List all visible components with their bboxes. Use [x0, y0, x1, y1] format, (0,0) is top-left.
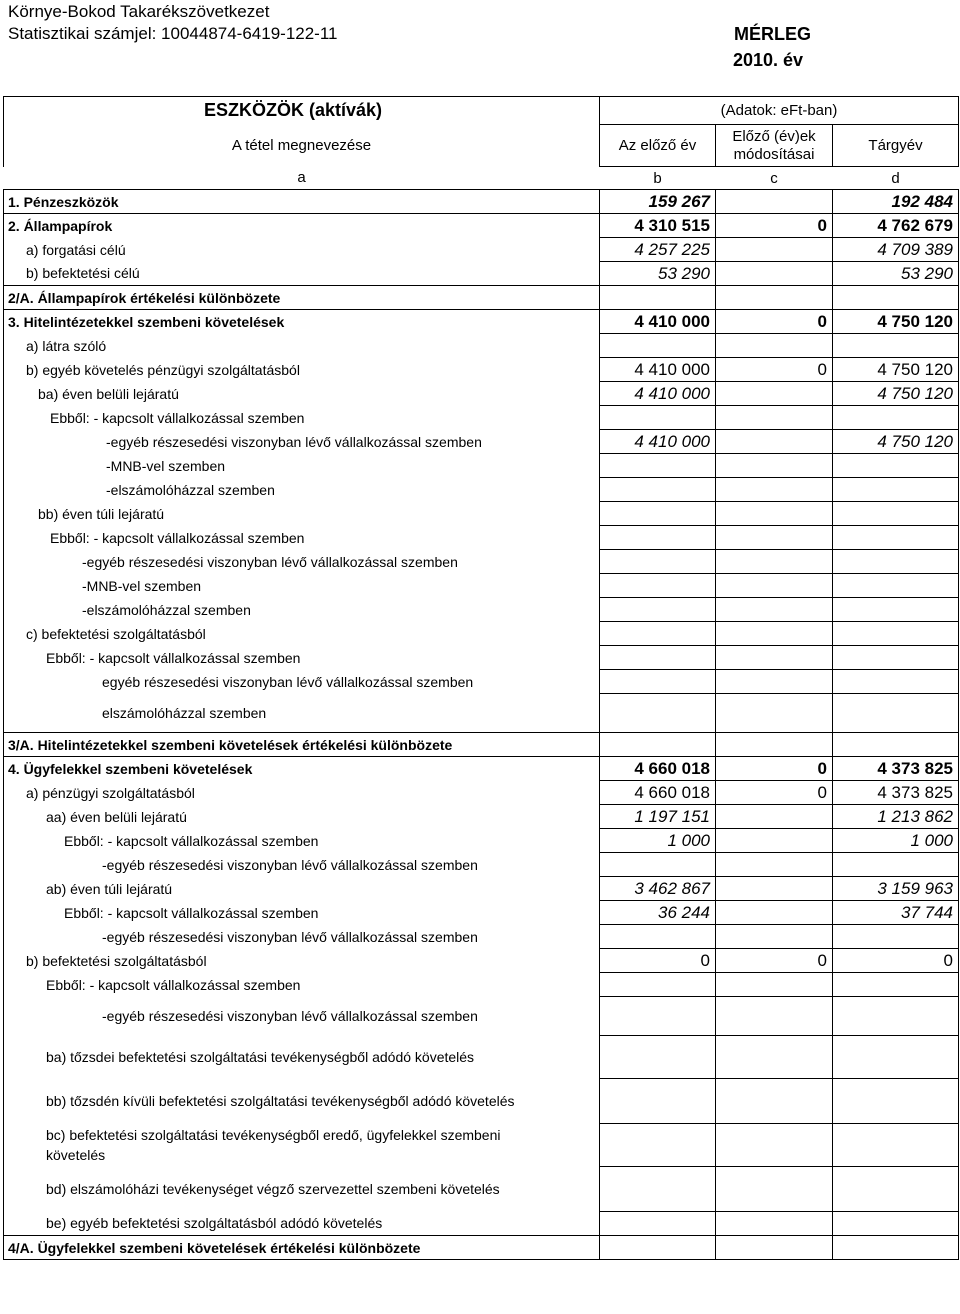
value-previous-year: 4 410 000: [600, 382, 716, 406]
value-adjustments: [716, 646, 833, 670]
value-previous-year: [600, 1079, 716, 1124]
value-adjustments: [716, 1236, 833, 1260]
value-adjustments: [716, 190, 833, 214]
value-adjustments: [716, 829, 833, 853]
table-row: [4, 1079, 959, 1124]
table-row: [4, 214, 959, 238]
table-row: [4, 877, 959, 901]
row-label: Ebből: - kapcsolt vállalkozással szemben: [4, 829, 600, 853]
table-row: [4, 334, 959, 358]
table-row: [4, 406, 959, 430]
value-current-year: [833, 694, 959, 733]
value-current-year: [833, 1079, 959, 1124]
value-current-year: 0: [833, 949, 959, 973]
value-adjustments: [716, 1079, 833, 1124]
row-label: a) pénzügyi szolgáltatásból: [4, 781, 600, 805]
value-adjustments: [716, 550, 833, 574]
table-row: [4, 1036, 959, 1079]
table-row: [4, 382, 959, 406]
value-adjustments: [716, 478, 833, 502]
value-adjustments: [716, 805, 833, 829]
value-current-year: [833, 733, 959, 757]
value-current-year: [833, 670, 959, 694]
row-label: Ebből: - kapcsolt vállalkozással szemben: [4, 901, 600, 925]
row-label: egyéb részesedési viszonyban lévő vállalkozással szemben: [4, 670, 600, 694]
table-row: [4, 430, 959, 454]
col-header-current: Tárgyév: [833, 125, 959, 167]
table-row: [4, 598, 959, 622]
row-label: Ebből: - kapcsolt vállalkozással szemben: [4, 406, 600, 430]
value-adjustments: [716, 1124, 833, 1167]
table-row: [4, 733, 959, 757]
row-label: c) befektetési szolgáltatásból: [4, 622, 600, 646]
row-label: ab) éven túli lejáratú: [4, 877, 600, 901]
table-row: [4, 901, 959, 925]
row-label: bb) tőzsdén kívüli befektetési szolgáltatási tevékenységből adódó követelés: [4, 1079, 600, 1124]
value-previous-year: [600, 1236, 716, 1260]
row-label: bb) éven túli lejáratú: [4, 502, 600, 526]
value-current-year: [833, 853, 959, 877]
value-previous-year: [600, 454, 716, 478]
value-current-year: [833, 1212, 959, 1236]
value-previous-year: [600, 622, 716, 646]
value-adjustments: [716, 997, 833, 1036]
value-previous-year: [600, 670, 716, 694]
table-row: [4, 925, 959, 949]
table-row: [4, 526, 959, 550]
value-previous-year: [600, 478, 716, 502]
value-current-year: [833, 574, 959, 598]
value-adjustments: [716, 286, 833, 310]
row-label: 2/A. Állampapírok értékelési különbözete: [4, 286, 600, 310]
row-label: 4/A. Ügyfelekkel szembeni követelések értékelési különbözete: [4, 1236, 600, 1260]
row-label-line1: bc) befektetési szolgáltatási tevékenységből eredő, ügyfelekkel szembeni: [46, 1127, 501, 1143]
row-label: bd) elszámolóházi tevékenységet végző szervezettel szembeni követelés: [4, 1167, 600, 1212]
value-adjustments: [716, 853, 833, 877]
value-current-year: [833, 550, 959, 574]
row-label: ba) éven belüli lejáratú: [4, 382, 600, 406]
value-current-year: 4 750 120: [833, 382, 959, 406]
table-row: [4, 262, 959, 286]
table-row: [4, 670, 959, 694]
value-previous-year: [600, 733, 716, 757]
col-letter-b: b: [653, 169, 662, 187]
value-adjustments: [716, 238, 833, 262]
col-header-adjustments: Előző (év)ek módosításai: [716, 125, 833, 167]
value-current-year: [833, 1167, 959, 1212]
col-letter-c: c: [770, 169, 778, 187]
table-row: [4, 1167, 959, 1212]
value-adjustments: [716, 406, 833, 430]
table-row: [4, 286, 959, 310]
value-current-year: [833, 598, 959, 622]
row-label: -egyéb részesedési viszonyban lévő vállalkozással szemben: [4, 853, 600, 877]
row-label: [4, 1124, 600, 1167]
table-row: [4, 310, 959, 334]
table-row: [4, 478, 959, 502]
table-row: [4, 550, 959, 574]
value-previous-year: 4 310 515: [600, 214, 716, 238]
value-previous-year: [600, 550, 716, 574]
row-label: -egyéb részesedési viszonyban lévő vállalkozással szemben: [4, 550, 600, 574]
value-current-year: [833, 997, 959, 1036]
row-label: Ebből: - kapcsolt vállalkozással szemben: [4, 526, 600, 550]
row-label: ba) tőzsdei befektetési szolgáltatási tevékenységből adódó követelés: [4, 1036, 600, 1079]
value-current-year: 192 484: [833, 190, 959, 214]
value-current-year: [833, 406, 959, 430]
value-previous-year: [600, 925, 716, 949]
row-label: -MNB-vel szemben: [4, 454, 600, 478]
value-current-year: 37 744: [833, 901, 959, 925]
report-year: 2010. év: [733, 50, 804, 70]
col-header-previous: Az előző év: [600, 125, 716, 167]
value-previous-year: 4 410 000: [600, 430, 716, 454]
value-previous-year: 159 267: [600, 190, 716, 214]
value-adjustments: [716, 454, 833, 478]
row-label: elszámolóházzal szemben: [4, 694, 600, 733]
row-label: 4. Ügyfelekkel szembeni követelések: [4, 757, 600, 781]
value-previous-year: 53 290: [600, 262, 716, 286]
value-previous-year: [600, 406, 716, 430]
row-label: b) egyéb követelés pénzügyi szolgáltatásból: [4, 358, 600, 382]
value-current-year: 4 762 679: [833, 214, 959, 238]
table-row: [4, 853, 959, 877]
value-adjustments: [716, 262, 833, 286]
value-previous-year: [600, 1124, 716, 1167]
row-label: 1. Pénzeszközök: [4, 190, 600, 214]
value-previous-year: [600, 853, 716, 877]
row-label: 2. Állampapírok: [4, 214, 600, 238]
value-adjustments: [716, 925, 833, 949]
value-adjustments: [716, 574, 833, 598]
row-label: 3/A. Hitelintézetekkel szembeni követelések értékelési különbözete: [4, 733, 600, 757]
value-current-year: [833, 334, 959, 358]
table-row: [4, 973, 959, 997]
value-current-year: [833, 1036, 959, 1079]
value-adjustments: [716, 1212, 833, 1236]
row-label: Ebből: - kapcsolt vállalkozással szemben: [4, 646, 600, 670]
row-label: be) egyéb befektetési szolgáltatásból adódó követelés: [4, 1212, 600, 1236]
table-row: [4, 694, 959, 733]
value-adjustments: [716, 877, 833, 901]
statistical-number: Statisztikai számjel: 10044874-6419-122-11: [8, 24, 338, 43]
value-adjustments: 0: [716, 214, 833, 238]
value-previous-year: 4 410 000: [600, 358, 716, 382]
value-adjustments: [716, 1036, 833, 1079]
value-previous-year: 0: [600, 949, 716, 973]
value-previous-year: [600, 574, 716, 598]
value-adjustments: [716, 901, 833, 925]
balance-sheet-table: [3, 96, 959, 1260]
row-label-line2: követelés: [46, 1147, 106, 1163]
table-row: [4, 805, 959, 829]
value-previous-year: [600, 973, 716, 997]
value-adjustments: [716, 622, 833, 646]
value-current-year: 4 750 120: [833, 430, 959, 454]
row-label: -MNB-vel szemben: [4, 574, 600, 598]
row-label: 3. Hitelintézetekkel szembeni követelések: [4, 310, 600, 334]
value-adjustments: [716, 694, 833, 733]
table-row: [4, 781, 959, 805]
value-previous-year: 4 660 018: [600, 781, 716, 805]
value-current-year: 4 750 120: [833, 358, 959, 382]
value-previous-year: 4 257 225: [600, 238, 716, 262]
row-label: -egyéb részesedési viszonyban lévő vállalkozással szemben: [4, 925, 600, 949]
table-row: [4, 997, 959, 1036]
value-current-year: [833, 286, 959, 310]
value-previous-year: 1 000: [600, 829, 716, 853]
value-current-year: 4 373 825: [833, 781, 959, 805]
table-row: [4, 190, 959, 214]
value-current-year: 4 373 825: [833, 757, 959, 781]
table-row: [4, 646, 959, 670]
row-label: b) befektetési szolgáltatásból: [4, 949, 600, 973]
value-previous-year: [600, 646, 716, 670]
value-previous-year: [600, 694, 716, 733]
table-row: [4, 949, 959, 973]
value-adjustments: [716, 334, 833, 358]
document-title: MÉRLEG: [734, 24, 812, 44]
col-letter-d: d: [891, 169, 900, 187]
row-label: b) befektetési célú: [4, 262, 600, 286]
row-label: a) látra szóló: [4, 334, 600, 358]
value-previous-year: [600, 334, 716, 358]
value-current-year: [833, 925, 959, 949]
value-current-year: [833, 1236, 959, 1260]
table-row: [4, 502, 959, 526]
value-previous-year: 1 197 151: [600, 805, 716, 829]
table-row: [4, 574, 959, 598]
table-row: [4, 1236, 959, 1260]
row-label: -elszámolóházzal szemben: [4, 598, 600, 622]
value-previous-year: [600, 526, 716, 550]
value-current-year: [833, 622, 959, 646]
value-adjustments: [716, 382, 833, 406]
value-adjustments: [716, 430, 833, 454]
value-previous-year: [600, 1036, 716, 1079]
value-previous-year: 4 410 000: [600, 310, 716, 334]
row-label: -egyéb részesedési viszonyban lévő vállalkozással szemben: [4, 997, 600, 1036]
value-current-year: [833, 1124, 959, 1167]
value-current-year: [833, 454, 959, 478]
value-adjustments: 0: [716, 757, 833, 781]
bank-name: Környe-Bokod Takarékszövetkezet: [8, 2, 270, 21]
value-adjustments: 0: [716, 949, 833, 973]
units-note: (Adatok: eFt-ban): [600, 97, 959, 125]
table-row: [4, 622, 959, 646]
value-previous-year: [600, 997, 716, 1036]
value-adjustments: [716, 526, 833, 550]
value-previous-year: 36 244: [600, 901, 716, 925]
row-label: Ebből: - kapcsolt vállalkozással szemben: [4, 973, 600, 997]
row-label: a) forgatási célú: [4, 238, 600, 262]
value-previous-year: [600, 286, 716, 310]
value-current-year: 4 750 120: [833, 310, 959, 334]
row-label: -egyéb részesedési viszonyban lévő vállalkozással szemben: [4, 430, 600, 454]
value-adjustments: 0: [716, 781, 833, 805]
table-row: [4, 757, 959, 781]
value-previous-year: 3 462 867: [600, 877, 716, 901]
value-current-year: [833, 502, 959, 526]
value-previous-year: 4 660 018: [600, 757, 716, 781]
value-current-year: [833, 646, 959, 670]
value-adjustments: 0: [716, 358, 833, 382]
value-adjustments: [716, 733, 833, 757]
table-row: [4, 1212, 959, 1236]
value-previous-year: [600, 598, 716, 622]
value-previous-year: [600, 1212, 716, 1236]
value-current-year: [833, 478, 959, 502]
value-adjustments: [716, 598, 833, 622]
value-current-year: 1 213 862: [833, 805, 959, 829]
value-current-year: [833, 973, 959, 997]
value-current-year: 53 290: [833, 262, 959, 286]
value-current-year: 3 159 963: [833, 877, 959, 901]
value-previous-year: [600, 502, 716, 526]
value-adjustments: [716, 670, 833, 694]
value-current-year: 1 000: [833, 829, 959, 853]
row-label: -elszámolóházzal szemben: [4, 478, 600, 502]
row-label: aa) éven belüli lejáratú: [4, 805, 600, 829]
table-title: ESZKÖZÖK (aktívák): [4, 97, 600, 125]
value-previous-year: [600, 1167, 716, 1212]
table-row: [4, 358, 959, 382]
col-header-name: A tétel megnevezése: [4, 125, 600, 167]
table-row: [4, 454, 959, 478]
col-letter-a: a: [4, 167, 600, 190]
value-adjustments: 0: [716, 310, 833, 334]
value-current-year: 4 709 389: [833, 238, 959, 262]
value-adjustments: [716, 973, 833, 997]
value-current-year: [833, 526, 959, 550]
value-adjustments: [716, 1167, 833, 1212]
value-adjustments: [716, 502, 833, 526]
table-row: [4, 238, 959, 262]
table-row: [4, 1124, 959, 1167]
table-row: [4, 829, 959, 853]
